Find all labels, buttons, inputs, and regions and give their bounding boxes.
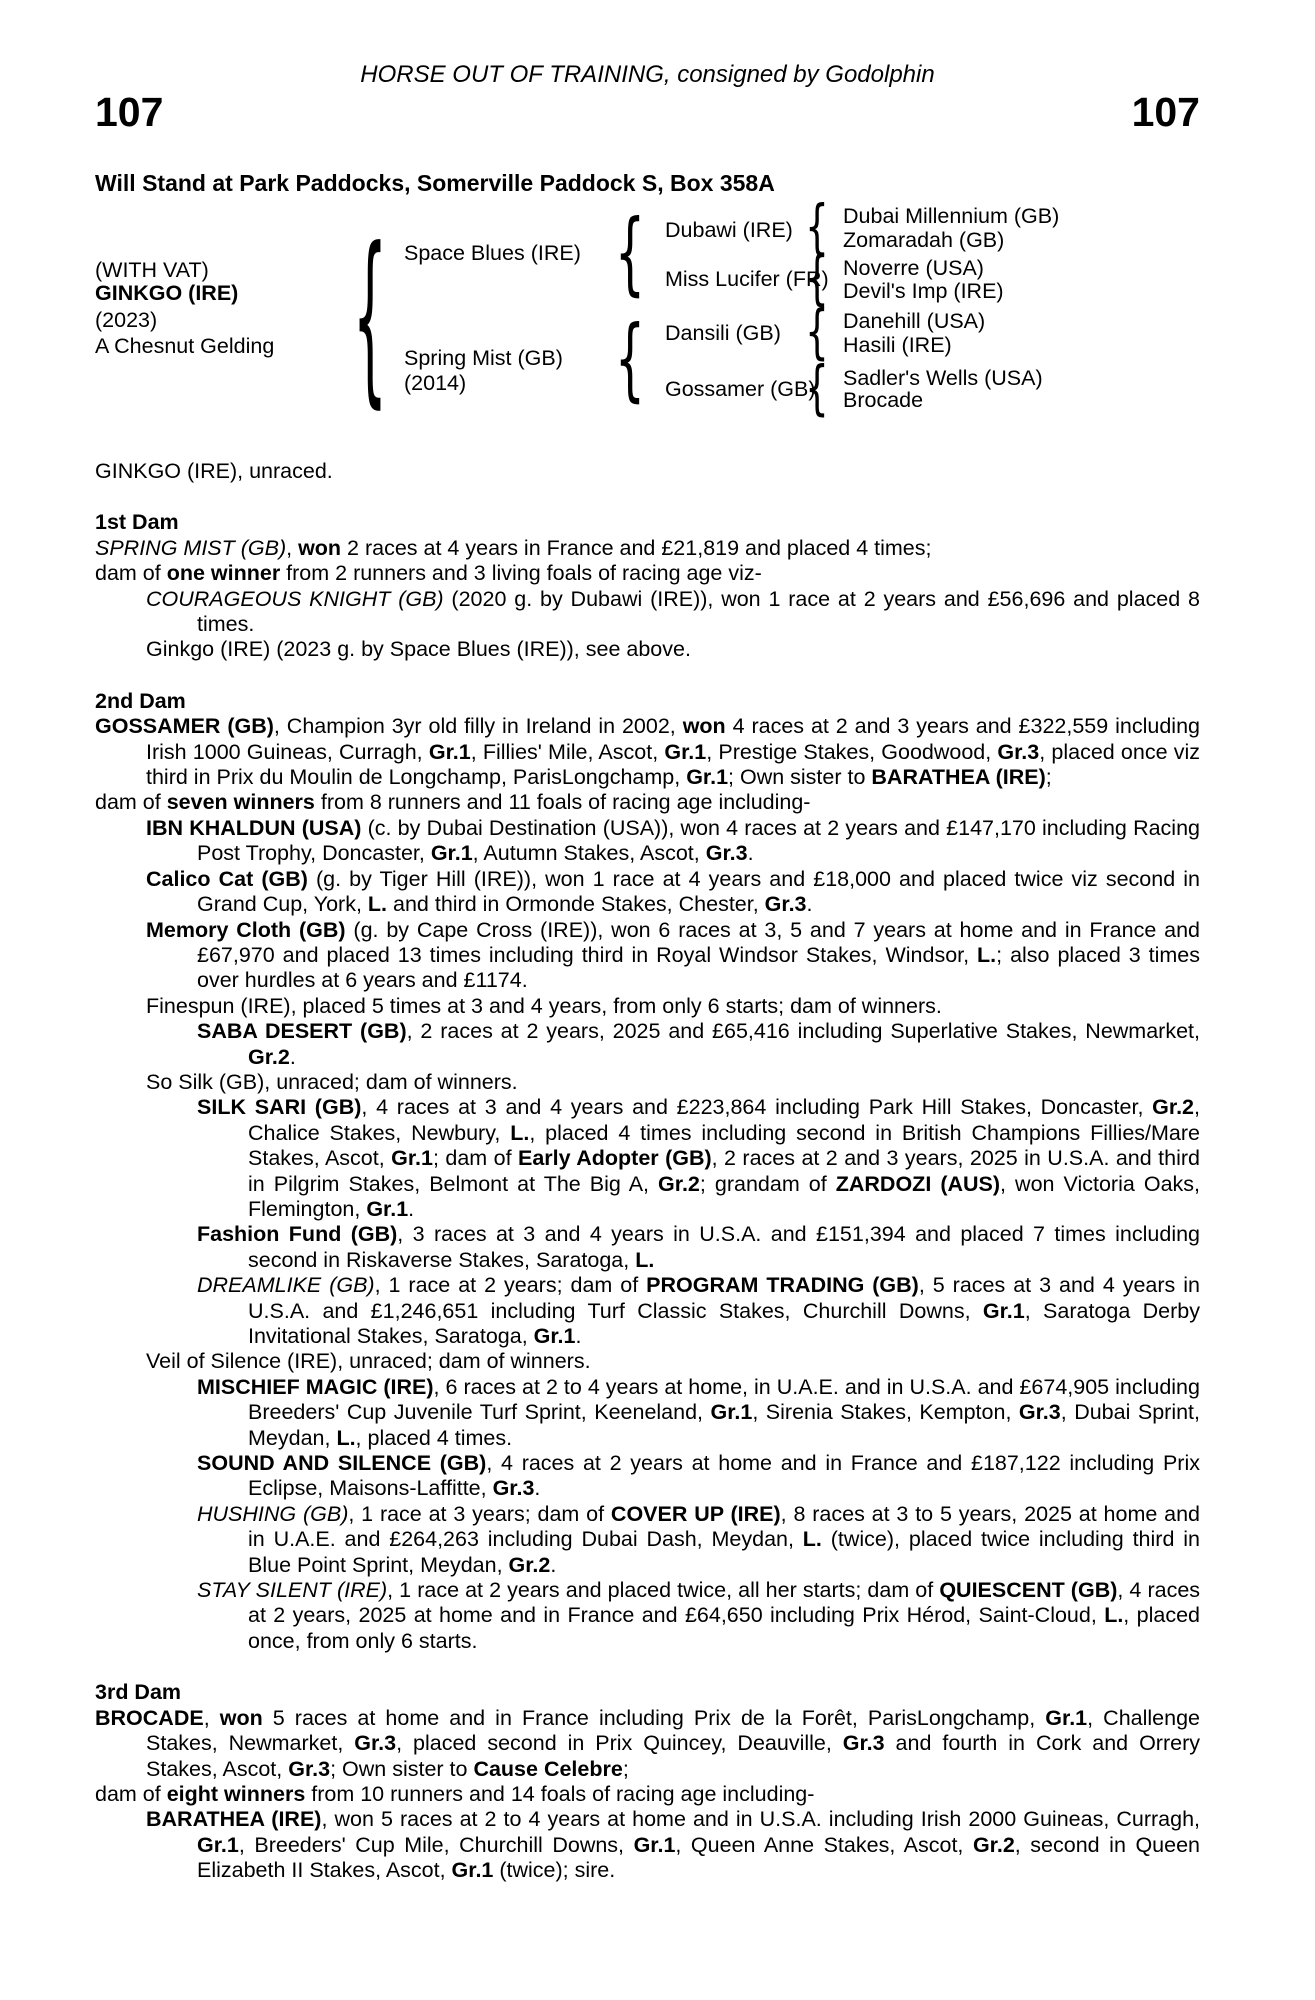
text-run: , 5 races at 3 and 4 years in U.S.A. and £1,246,651 including Turf Classic Stakes, Churchill Downs, — [248, 1273, 1200, 1323]
text-run: Calico Cat (GB) — [146, 866, 308, 891]
text-run: , 3 races at 3 and 4 years in U.S.A. and £151,394 and placed 7 times including second in Riskaverse Stakes, Saratoga, — [248, 1222, 1201, 1272]
catalogue-paragraph — [95, 1578, 1200, 1654]
stand-location: Will Stand at Park Paddocks, Somerville Paddock S, Box 358A — [95, 170, 775, 196]
pedigree-chart — [95, 196, 1200, 451]
text-run: , Saratoga Derby Invitational Stakes, Saratoga, — [248, 1298, 1200, 1348]
catalogue-paragraph — [95, 536, 1200, 561]
text-run: one winner — [166, 561, 281, 586]
text-run: seven winners — [166, 790, 315, 815]
text-run: , 4 races at 3 and 4 years and £223,864 including Park Hill Stakes, Doncaster, — [361, 1095, 1153, 1120]
text-run: eight winners — [166, 1781, 306, 1806]
text-run: Gr.3 — [997, 739, 1040, 764]
text-run: , placed 4 times. — [355, 1425, 513, 1450]
text-run: , Prestige Stakes, Goodwood, — [706, 739, 998, 764]
text-run: dam of — [95, 561, 167, 586]
great-grandparent-name: Zomaradah (GB) — [843, 228, 1005, 252]
text-run: 4 races at 2 and 3 years and £322,559 including Irish 1000 Guineas, Curragh, — [146, 714, 1200, 764]
text-run: won — [682, 714, 726, 739]
text-run: , 6 races at 2 to 4 years at home, in U.A.E. and in U.S.A. and £674,905 including Breeders' Cup Juvenile Turf Sprint, Keeneland, — [248, 1374, 1200, 1425]
text-run: Finespun (IRE), placed 5 times at 3 and 4 years, from only 6 starts; dam of winners. — [146, 993, 942, 1018]
text-run: Gr.1 — [686, 765, 729, 790]
dam-name: Spring Mist (GB) — [404, 346, 563, 370]
catalogue-paragraph — [95, 1451, 1200, 1502]
text-run: STAY SILENT (IRE) — [197, 1578, 388, 1603]
text-run: , Champion 3yr old filly in Ireland in 2002, — [273, 714, 683, 739]
text-run: Gr.3 — [842, 1731, 885, 1756]
text-run: , 8 races at 3 to 5 years, 2025 at home and in U.A.E. and £264,263 including Dubai Dash, Meydan, — [248, 1501, 1201, 1552]
text-run: Ginkgo (IRE) (2023 g. by Space Blues (IRE)), see above. — [146, 637, 691, 662]
text-run: Gr.2 — [1152, 1095, 1195, 1120]
catalogue-paragraph — [95, 1019, 1200, 1070]
text-run: Gr.1 — [633, 1832, 676, 1857]
great-grandparent-name: Danehill (USA) — [843, 309, 986, 333]
text-run: BARATHEA (IRE) — [871, 765, 1046, 790]
text-run: GOSSAMER (GB) — [95, 714, 274, 739]
great-grandparent-name: Noverre (USA) — [843, 256, 984, 280]
text-run: (g. by Cape Cross (IRE)), won 6 races at 3, 5 and 7 years at home and in France and £67,970 and placed 13 times including third in Royal Windsor Stakes, Windsor, — [197, 917, 1200, 967]
text-run: COURAGEOUS KNIGHT (GB) — [146, 586, 444, 611]
text-run: . — [747, 841, 754, 866]
text-run: , Breeders' Cup Mile, Churchill Downs, — [238, 1832, 634, 1857]
text-run: , 1 race at 2 years and placed twice, all her starts; dam of — [387, 1578, 940, 1603]
text-run: Gr.1 — [1045, 1705, 1088, 1730]
text-run: COVER UP (IRE) — [610, 1501, 781, 1526]
text-run: SABA DESERT (GB) — [197, 1019, 407, 1044]
text-run: Gr.1 — [197, 1832, 239, 1857]
text-run: So Silk (GB), unraced; dam of winners. — [146, 1069, 518, 1094]
granddam-name: Miss Lucifer (FR) — [665, 267, 829, 291]
dam-section-heading: 2nd Dam — [95, 688, 186, 713]
text-run: GINKGO (IRE), unraced. — [95, 459, 333, 483]
catalogue-paragraph — [95, 1070, 1200, 1095]
text-run: and fourth in Cork and Orrery Stakes, Ascot, — [146, 1731, 1200, 1781]
text-run: , — [286, 535, 299, 560]
catalogue-paragraph — [95, 1222, 1200, 1273]
text-run: SILK SARI (GB) — [197, 1095, 362, 1120]
text-run: ZARDOZI (AUS) — [835, 1171, 1001, 1196]
catalogue-paragraph — [95, 1782, 1200, 1807]
catalogue-paragraph — [95, 790, 1200, 815]
catalogue-paragraph — [95, 1502, 1200, 1578]
text-run: , Fillies' Mile, Ascot, — [470, 739, 665, 764]
text-run: 2 races at 4 years in France and £21,819 and placed 4 times; — [341, 535, 932, 560]
text-run: , Queen Anne Stakes, Ascot, — [675, 1832, 973, 1857]
horse-name: GINKGO (IRE) — [95, 281, 239, 305]
text-run: , Dubai Sprint, Meydan, — [248, 1400, 1200, 1450]
vat-note: (WITH VAT) — [95, 258, 209, 282]
catalogue-paragraph — [95, 1349, 1200, 1374]
text-run: from 2 runners and 3 living foals of racing age viz- — [280, 561, 762, 586]
text-run: , Autumn Stakes, Ascot, — [472, 841, 706, 866]
great-grandparent-name: Sadler's Wells (USA) — [843, 366, 1043, 390]
text-run: MISCHIEF MAGIC (IRE) — [197, 1374, 434, 1399]
horse-description: A Chesnut Gelding — [95, 334, 275, 358]
text-run: L. — [977, 942, 997, 967]
text-run: . — [575, 1324, 582, 1348]
dam-year: (2014) — [404, 371, 467, 395]
catalogue-paragraph — [95, 1095, 1200, 1222]
text-run: ; — [1045, 765, 1052, 790]
text-run: Fashion Fund (GB) — [197, 1222, 398, 1247]
text-run: Gr.1 — [710, 1400, 753, 1425]
pedigree-brace — [805, 376, 829, 400]
text-run: , 1 race at 3 years; dam of — [348, 1501, 611, 1526]
catalogue-paragraph — [95, 816, 1200, 867]
catalogue-paragraph — [95, 918, 1200, 994]
text-run: dam of — [95, 790, 167, 815]
text-run: won — [298, 535, 342, 560]
text-run: , placed 4 times including second in British Champions Fillies/Mare Stakes, Ascot, — [248, 1120, 1200, 1171]
catalogue-paragraph — [95, 1807, 1200, 1883]
text-run: Gr.1 — [664, 739, 707, 764]
text-run: (twice); sire. — [493, 1858, 616, 1883]
text-run: Gr.1 — [430, 841, 473, 866]
text-run: Cause Celebre — [473, 1756, 623, 1781]
text-run: won — [219, 1705, 263, 1730]
text-run: PROGRAM TRADING (GB) — [646, 1273, 919, 1298]
text-run: L. — [336, 1425, 356, 1450]
text-run: and third in Ormonde Stakes, Chester, — [387, 892, 765, 917]
text-run: , 4 races at 2 years at home and in France and £187,122 including Prix Eclipse, Maisons-Laffitte, — [248, 1451, 1200, 1501]
text-run: (c. by Dubai Destination (USA)), won 4 races at 2 years and £147,170 including Racing Post Trophy, Doncaster, — [197, 815, 1200, 866]
granddam-name: Gossamer (GB) — [665, 377, 816, 401]
lot-number-row — [95, 90, 1200, 134]
text-run: Gr.1 — [982, 1298, 1025, 1323]
sire-name: Space Blues (IRE) — [404, 241, 581, 265]
catalogue-paragraph — [95, 587, 1200, 638]
text-run: , placed second in Prix Quincey, Deauville, — [396, 1731, 843, 1756]
text-run: (2020 g. by Dubawi (IRE)), won 1 race at 2 years and £56,696 and placed 8 times. — [197, 586, 1200, 637]
text-run: Gr.1 — [451, 1858, 494, 1883]
text-run: from 10 runners and 14 foals of racing age including- — [305, 1781, 815, 1806]
catalogue-paragraph — [95, 1375, 1200, 1451]
text-run: 5 races at home and in France including Prix de la Forêt, ParisLongchamp, — [262, 1705, 1046, 1730]
text-run: QUIESCENT (GB) — [939, 1578, 1118, 1603]
text-run: Gr.2 — [248, 1044, 290, 1069]
text-run: ; also placed 3 times over hurdles at 6 years and £1174. — [197, 942, 1200, 993]
pedigree-brace — [805, 320, 829, 344]
great-grandparent-name: Hasili (IRE) — [843, 333, 952, 357]
text-run: , placed once viz third in Prix du Moulin de Longchamp, ParisLongchamp, — [146, 739, 1200, 790]
text-run: Gr.3 — [1018, 1400, 1061, 1425]
text-run: L. — [635, 1247, 655, 1272]
text-run: Gr.1 — [391, 1146, 433, 1171]
horse-year: (2023) — [95, 308, 158, 332]
catalogue-paragraph — [95, 637, 1200, 662]
text-run: . — [289, 1044, 296, 1069]
text-run: BARATHEA (IRE) — [146, 1807, 322, 1832]
dam-section-heading: 1st Dam — [95, 510, 179, 535]
text-run: from 8 runners and 11 foals of racing age including- — [314, 790, 811, 815]
catalogue-paragraph — [95, 714, 1200, 790]
grandsire-name: Dansili (GB) — [665, 321, 781, 345]
text-run: . — [550, 1552, 557, 1577]
text-run: Gr.1 — [533, 1324, 576, 1348]
text-run: ; grandam of — [699, 1171, 836, 1196]
text-run: Gr.3 — [288, 1756, 331, 1781]
text-run: dam of — [95, 1781, 167, 1806]
text-run: . — [806, 892, 813, 917]
dam-section-heading: 3rd Dam — [95, 1680, 182, 1705]
catalogue-paragraph — [95, 994, 1200, 1019]
text-run: SPRING MIST (GB) — [95, 535, 287, 560]
text-run: , placed once, from only 6 starts. — [248, 1603, 1200, 1653]
text-run: (twice), placed twice including third in Blue Point Sprint, Meydan, — [248, 1527, 1200, 1577]
text-run: , — [203, 1705, 220, 1730]
text-run: HUSHING (GB) — [197, 1501, 349, 1526]
text-run: L. — [1104, 1603, 1124, 1628]
text-run: SOUND AND SILENCE (GB) — [197, 1451, 487, 1476]
text-run: Gr.1 — [366, 1196, 409, 1221]
text-run: , 1 race at 2 years; dam of — [374, 1273, 647, 1298]
text-run: , won Victoria Oaks, Flemington, — [248, 1171, 1201, 1221]
text-run: Gr.3 — [705, 841, 748, 866]
consignment-line: HORSE OUT OF TRAINING, consigned by Godolphin — [360, 61, 935, 88]
text-run: Gr.3 — [354, 1731, 397, 1756]
text-run: BROCADE — [95, 1705, 204, 1730]
catalogue-paragraph — [95, 867, 1200, 918]
text-run: Early Adopter (GB) — [518, 1146, 712, 1171]
great-grandparent-name: Brocade — [843, 388, 924, 412]
lot-number-right: 107 — [1131, 89, 1200, 135]
catalogue-paragraph — [95, 459, 1200, 484]
pedigree-brace — [615, 242, 645, 266]
text-run: Gr.1 — [428, 739, 471, 764]
text-run: Gr.2 — [508, 1552, 551, 1577]
pedigree-brace — [353, 298, 387, 337]
text-run: . — [534, 1476, 541, 1501]
text-run: Memory Cloth (GB) — [146, 917, 346, 942]
text-run: ; dam of — [432, 1146, 518, 1171]
catalogue-text — [95, 459, 1200, 1884]
great-grandparent-name: Dubai Millennium (GB) — [843, 204, 1060, 228]
catalogue-paragraph — [95, 1706, 1200, 1782]
text-run: Gr.2 — [658, 1171, 700, 1196]
pedigree-brace — [805, 266, 829, 290]
text-run: , Challenge Stakes, Newmarket, — [146, 1705, 1200, 1756]
text-run: , second in Queen Elizabeth II Stakes, Ascot, — [197, 1832, 1200, 1883]
text-run: ; Own sister to — [330, 1756, 474, 1781]
text-run: , 2 races at 2 and 3 years, 2025 in U.S.A. and third in Pilgrim Stakes, Belmont at The Big A, — [248, 1146, 1200, 1196]
text-run: Gr.2 — [972, 1832, 1015, 1857]
text-run: , Sirenia Stakes, Kempton, — [752, 1400, 1019, 1425]
text-run: Veil of Silence (IRE), unraced; dam of winners. — [146, 1349, 591, 1374]
text-run: L. — [510, 1120, 530, 1145]
text-run: ; Own sister to — [728, 765, 872, 790]
catalogue-paragraph — [95, 561, 1200, 586]
text-run: L. — [367, 892, 388, 917]
text-run: (g. by Tiger Hill (IRE)), won 1 race at 4 years and £18,000 and placed twice viz second in Grand Cup, York, — [197, 866, 1200, 917]
text-run: Gr.3 — [492, 1476, 535, 1501]
pedigree-brace — [615, 348, 645, 372]
text-run: , Chalice Stakes, Newbury, — [248, 1095, 1200, 1145]
text-run: DREAMLIKE (GB) — [197, 1273, 375, 1298]
text-run: L. — [802, 1527, 822, 1552]
text-run: Gr.3 — [764, 892, 807, 917]
text-run: ; — [622, 1756, 629, 1781]
text-run: IBN KHALDUN (USA) — [146, 815, 362, 840]
grandsire-name: Dubawi (IRE) — [665, 218, 793, 242]
catalogue-paragraph — [95, 1273, 1200, 1349]
lot-number-left: 107 — [95, 89, 164, 135]
text-run: , 2 races at 2 years, 2025 and £65,416 including Superlative Stakes, Newmarket, — [406, 1019, 1200, 1044]
text-run: . — [408, 1196, 415, 1221]
text-run: , 4 races at 2 years, 2025 at home and in France and £64,650 including Prix Hérod, Saint-Cloud, — [248, 1578, 1201, 1628]
pedigree-brace — [805, 215, 829, 239]
text-run: , won 5 races at 2 to 4 years at home and in U.S.A. including Irish 2000 Guineas, Curragh, — [321, 1807, 1201, 1832]
great-grandparent-name: Devil's Imp (IRE) — [843, 279, 1004, 303]
